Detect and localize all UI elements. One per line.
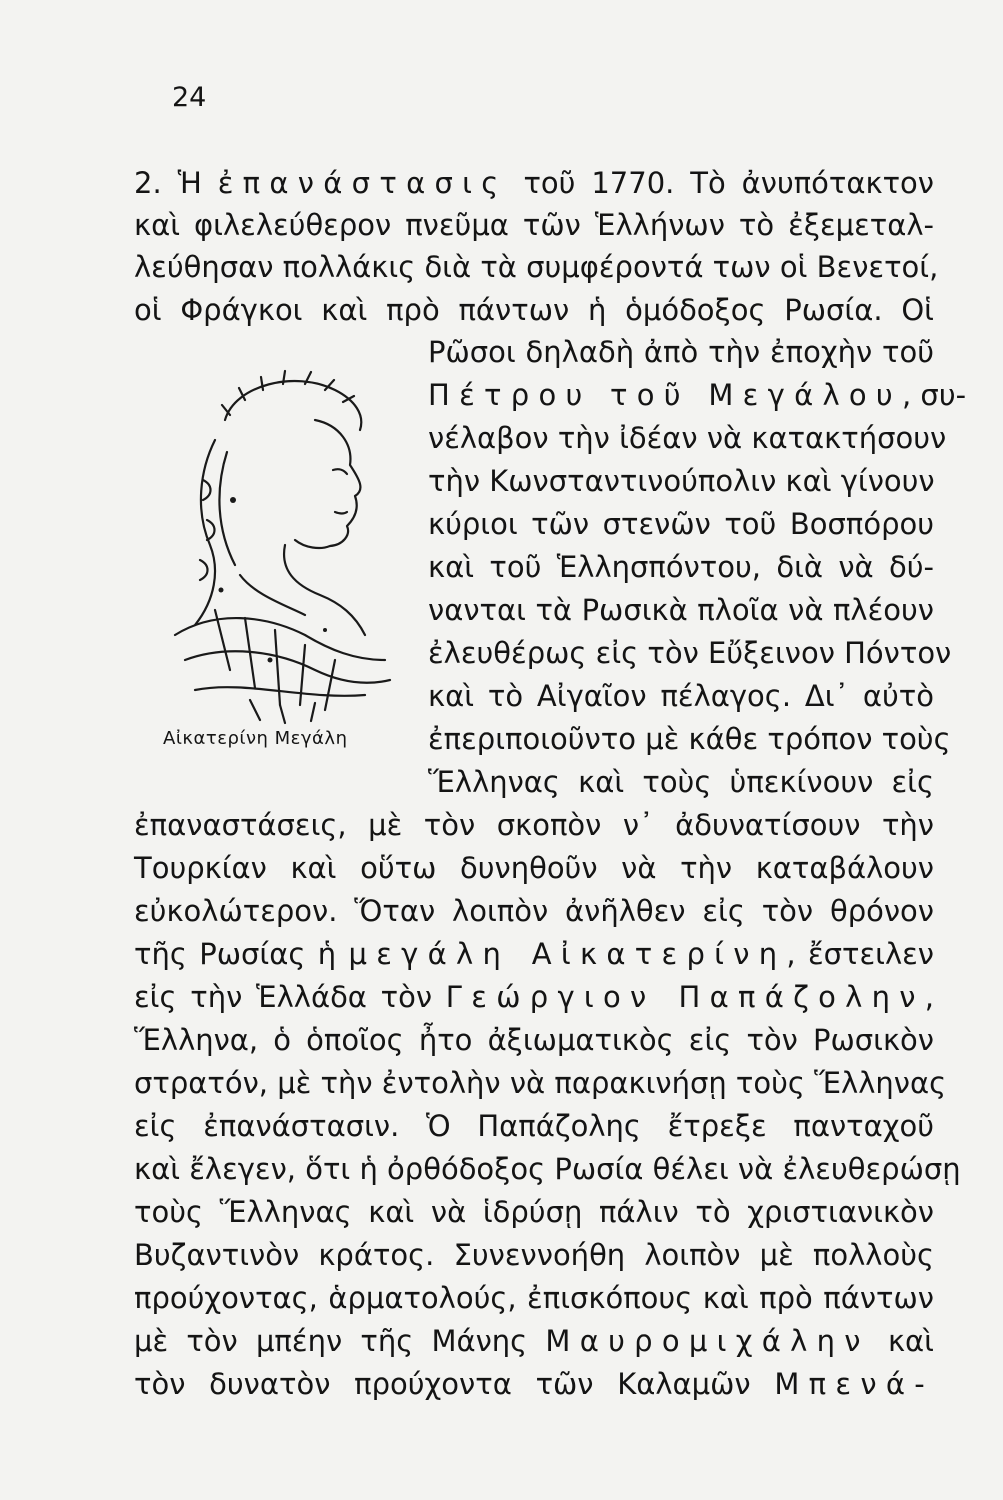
spaced-emphasis: ἐπανάστασις [217,166,508,200]
text-line: καὶ φιλελεύθερον πνεῦμα τῶν Ἑλλήνων τὸ ἐξεμεταλ- [134,208,934,242]
text-line: στρατόν, μὲ τὴν ἐντολὴν νὰ παρακινήσῃ τοὺς Ἕλληνας [134,1066,947,1100]
page-number: 24 [172,82,207,113]
spaced-emphasis: Πέτρου τοῦ Μεγάλου [428,378,902,412]
text-line: εἰς ἐπανάστασιν. Ὁ Παπάζολης ἔτρεξε πανταχοῦ [134,1109,934,1143]
spaced-emphasis: μεγάλη Αἰκατερίνη [348,937,787,971]
text-line: κύριοι τῶν στενῶν τοῦ Βοσπόρου [428,507,934,541]
text-line: νανται τὰ Ρωσικὰ πλοῖα νὰ πλέουν [428,593,934,627]
text-line: ἐπαναστάσεις, μὲ τὸν σκοπὸν ν᾽ ἀδυνατίσουν τὴν [134,808,934,842]
text-line: εὐκολώτερον. Ὅταν λοιπὸν ἀνῆλθεν εἰς τὸν θρόνον [134,894,934,928]
portrait-caption: Αἰκατερίνη Μεγάλη [163,728,348,749]
text-line: εἰς τὴν Ἑλλάδα τὸν Γεώργιον Παπάζολην, [134,980,934,1014]
text-line: καὶ τοῦ Ἑλλησπόντου, διὰ νὰ δύ- [428,550,934,584]
text-line: Ρῶσοι δηλαδὴ ἀπὸ τὴν ἐποχὴν τοῦ [428,335,934,369]
text-line: Βυζαντινὸν κράτος. Συνεννοήθη λοιπὸν μὲ πολλοὺς [134,1238,934,1272]
text-line: ἐλευθέρως εἰς τὸν Εὔξεινον Πόντον [428,636,952,670]
text-line: τὴν Κωνσταντινούπολιν καὶ γίνουν [428,464,935,498]
text-line: καὶ ἔλεγεν, ὅτι ἡ ὀρθόδοξος Ρωσία θέλει νὰ ἐλευθερώσῃ [134,1152,961,1186]
text-line: Ἕλληνα, ὁ ὁποῖος ἦτο ἀξιωματικὸς εἰς τὸν Ρωσικὸν [134,1023,934,1057]
text-line: ἐπεριποιοῦντο μὲ κάθε τρόπον τοὺς [428,722,951,756]
text-line: νέλαβον τὴν ἰδέαν νὰ κατακτήσουν [428,421,947,455]
spaced-emphasis: Γεώργιον Παπάζολην [445,980,925,1014]
spaced-emphasis: Μαυρομιχάλην [545,1324,870,1358]
text-line: καὶ τὸ Αἰγαῖον πέλαγος. Δι᾽ αὐτὸ [428,679,934,713]
text-line: Τουρκίαν καὶ οὕτω δυνηθοῦν νὰ τὴν καταβάλουν [134,851,934,885]
text-line: τῆς Ρωσίας ἡ μεγάλη Αἰκατερίνη, ἔστειλεν [134,937,935,971]
spaced-emphasis: Μπενά- [774,1367,934,1401]
text-line: μὲ τὸν μπέην τῆς Μάνης Μαυρομιχάλην καὶ [134,1324,934,1358]
text-line: οἱ Φράγκοι καὶ πρὸ πάντων ἡ ὁμόδοξος Ρωσία. Οἱ [134,293,934,327]
text-line: 2. Ἡ ἐπανάστασις τοῦ 1770. Τὸ ἀνυπότακτον [134,166,934,200]
text-line: λεύθησαν πολλάκις διὰ τὰ συμφέροντά των οἱ Βενετοί, [134,250,939,284]
text-line: Ἕλληνας καὶ τοὺς ὑπεκίνουν εἰς [428,765,934,799]
text-line: Πέτρου τοῦ Μεγάλου, συ- [428,378,967,412]
portrait-illustration [155,360,400,725]
text-line: τοὺς Ἕλληνας καὶ νὰ ἱδρύσῃ πάλιν τὸ χριστιανικὸν [134,1195,934,1229]
text-line: προύχοντας, ἁρματολούς, ἐπισκόπους καὶ πρὸ πάντων [134,1281,934,1315]
text-line: τὸν δυνατὸν προύχοντα τῶν Καλαμῶν Μπενά- [134,1367,934,1401]
